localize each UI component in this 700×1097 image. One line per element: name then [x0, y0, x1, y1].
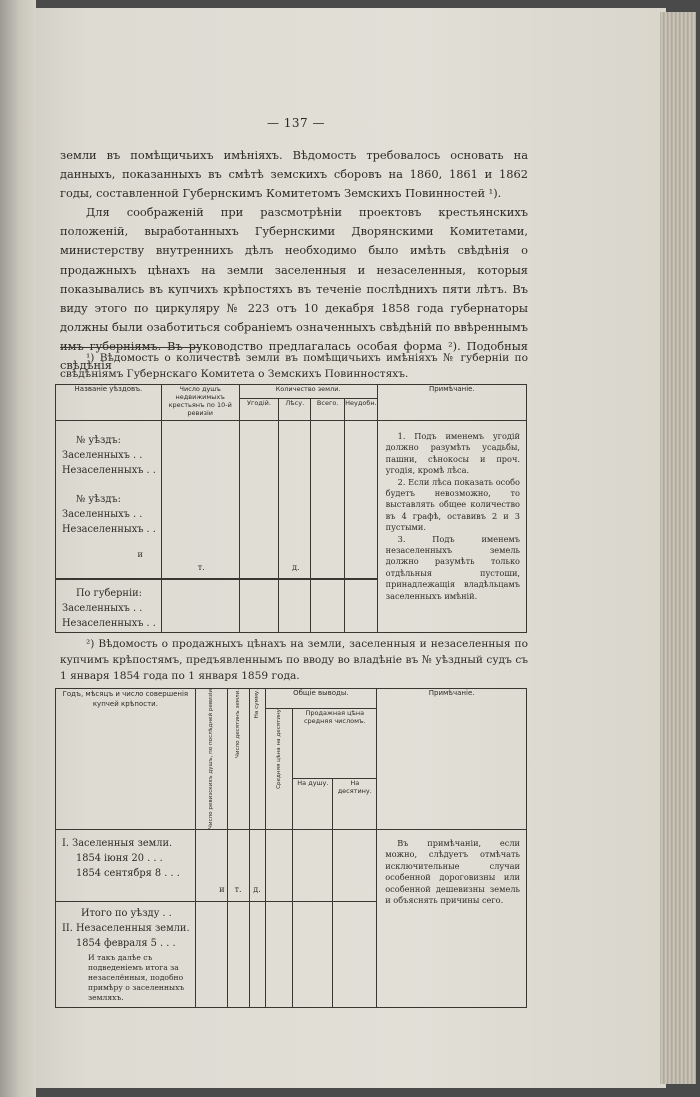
col-forest-header: Лѣсу.: [279, 399, 311, 421]
col-waste-header: Неудобн.: [345, 399, 378, 421]
col-sum-header: [249, 689, 265, 830]
empty-cell: [311, 579, 345, 633]
etc-mark: и: [219, 884, 225, 894]
souls-cell: [161, 421, 239, 579]
col-notes-header: Примѣчаніе.: [377, 385, 526, 421]
empty-cell: [333, 901, 377, 1007]
page-stack-edge: [660, 12, 696, 1084]
sale-date: 1854 февраля 5 . . .: [76, 937, 176, 949]
notes-cell: [377, 829, 527, 1007]
unpopulated-label: Незаселенныхъ . .: [62, 617, 156, 629]
col-date-header: Годъ, мѣсяцъ и число совершенія купчей крѣпости.: [56, 689, 196, 830]
note-3: 3. Подъ именемъ незаселенныхъ земель должно разумѣть только отдѣльныя пустоши, принадлежащія владѣльцамъ заселенныхъ имѣній.: [385, 533, 520, 601]
follow-up-note: И такъ далѣе съ подведеніемъ итога за незаселённыя, подобно примѣру о заселенныхъ земляхъ.: [88, 952, 185, 1002]
sum-cell: [249, 829, 265, 901]
unpopulated-label: Незаселенныхъ . .: [62, 524, 156, 535]
populated-label: Заселенныхъ . .: [62, 602, 143, 614]
etc-mark: т.: [234, 884, 242, 894]
col-souls-header: [195, 689, 227, 830]
gubernia-label: По губерніи:: [76, 587, 142, 599]
col-desyatin-header: [227, 689, 249, 830]
sale-date: 1854 сентября 8 . . .: [76, 867, 180, 879]
note-text: Въ примѣчаніи, если можно, слѣдуетъ отмѣчать исключительные случаи особенной дороговизны или особенной дешевизны земель и объяснять причины сего.: [385, 837, 520, 906]
unpopulated-heading: II. Незаселенныя земли.: [62, 922, 190, 934]
empty-cell: [239, 579, 279, 633]
land-prices-table: [55, 688, 527, 1008]
avg-cell: [265, 829, 293, 901]
footnote-2-text: ²) Вѣдомость о продажныхъ цѣнахъ на земли, заселенныя и незаселенныя по купчимъ крѣпостямъ, предъявленнымъ по вводу во владѣніе въ № уѣздный судъ съ 1 января 1854 года по 1 января 1859 года.: [60, 638, 528, 682]
footnote-1-caption: [60, 350, 528, 382]
empty-cell: [293, 901, 333, 1007]
gubernia-rows-cell: [56, 579, 162, 633]
col-land-header: Количество земли.: [239, 385, 377, 399]
body-text: [60, 146, 528, 375]
col-name-header: Названіе уѣздовъ.: [56, 385, 162, 421]
unpopulated-rows-cell: [56, 901, 196, 1007]
col-souls-header: Число душъ недвижимыхъ крестьянъ по 10-й ревизіи: [161, 385, 239, 421]
paragraph-1: земли въ помѣщичьихъ имѣніяхъ. Вѣдомость требовалось основать на данныхъ, показанныхъ въ смѣтѣ земскихъ сборовъ на 1860, 1861 и 1862 годы, составленной Губернскимъ Комитетомъ Земскихъ Повинностей ¹).: [60, 148, 528, 201]
footnote-rule: [60, 347, 200, 348]
sale-date: 1854 іюня 20 . . .: [76, 852, 163, 864]
empty-cell: [249, 901, 265, 1007]
desyatin-cell: [227, 829, 249, 901]
empty-cell: [195, 901, 227, 1007]
uezd-label: № уѣздъ:: [76, 435, 121, 446]
per-desyatina-cell: [333, 829, 377, 901]
etc-mark: д.: [292, 562, 300, 572]
col-notes-header: Примѣчаніе.: [377, 689, 527, 830]
useful-cell: [239, 421, 279, 579]
col-per-soul-header: На душу.: [293, 779, 333, 830]
facing-page: [0, 0, 36, 1097]
empty-cell: [265, 901, 293, 1007]
waste-cell: [345, 421, 378, 579]
col-sale-price-header: Продажная цѣна средняя числомъ.: [293, 709, 377, 779]
total-cell: [311, 421, 345, 579]
souls-cell: [195, 829, 227, 901]
col-useful-header: Угодій.: [239, 399, 279, 421]
empty-cell: [227, 901, 249, 1007]
empty-cell: [279, 579, 311, 633]
populated-heading: I. Заселенныя земли.: [62, 837, 173, 849]
etc-mark: и: [137, 550, 143, 559]
col-avg-header: [265, 709, 293, 830]
per-soul-cell: [293, 829, 333, 901]
footnote-1-text: ¹) Вѣдомость о количествѣ земли въ помѣщичьихъ имѣніяхъ № губерніи по свѣдѣніямъ Губернскаго Комитета о Земскихъ Повинностяхъ.: [60, 352, 528, 380]
forest-cell: [279, 421, 311, 579]
col-sum-text: На сумму.: [254, 689, 261, 719]
notes-cell: [377, 421, 526, 633]
col-general-header: Общіе выводы.: [265, 689, 377, 709]
note-2: 2. Если лѣса показать особо будетъ невозможно, то выставлять общее количество въ 4 графѣ, оставивъ 2 и 3 пустыми.: [385, 476, 520, 533]
page-number: — 137 —: [266, 116, 326, 130]
uezd-rows-cell: [56, 421, 162, 579]
populated-label: Заселенныхъ . .: [62, 509, 143, 520]
paragraph-2: Для соображеній при разсмотрѣніи проектовъ крестьянскихъ положеній, выработанныхъ Губернскими Дворянскими Комитетами, министерству внутреннихъ дѣлъ необходимо было имѣть свѣдѣнія о продажныхъ цѣнахъ на земли заселенныя и незаселенныя, которыя показывались въ купчихъ крѣпостяхъ въ теченіе послѣднихъ пяти лѣтъ. Въ виду этого по циркуляру № 223 отъ 10 декабря 1858 года губернаторы должны были озаботиться собраніемъ означенныхъ свѣдѣній по ввѣреннымъ имъ губерніямъ. Въ руководство предлагалась особая форма ²). Подобныя свѣдѣнія: [60, 205, 528, 373]
col-souls-text: Число ревизскихъ душъ, по послѣдней ревизіи: [208, 689, 215, 829]
land-quantity-table: [55, 384, 527, 633]
col-avg-text: Средняя цѣна на десятину: [275, 709, 282, 789]
etc-mark: т.: [197, 562, 205, 572]
col-total-header: Всего.: [311, 399, 345, 421]
empty-cell: [345, 579, 378, 633]
etc-mark: д.: [253, 884, 261, 894]
footnote-2-caption: [60, 636, 528, 684]
col-desyatin-text: Число десятинъ земли.: [235, 689, 242, 758]
populated-rows-cell: [56, 829, 196, 901]
total-label: Итого по уѣзду . .: [80, 907, 172, 919]
note-1: 1. Подъ именемъ угодій должно разумѣть усадьбы, пашни, сѣнокосы и проч. угодія, кромѣ лѣса.: [385, 431, 520, 476]
unpopulated-label: Незаселенныхъ . .: [62, 465, 156, 476]
uezd-label: № уѣздъ:: [76, 494, 121, 505]
populated-label: Заселенныхъ . .: [62, 450, 143, 461]
col-per-desyatina-header: На десятину.: [333, 779, 377, 830]
empty-cell: [161, 579, 239, 633]
